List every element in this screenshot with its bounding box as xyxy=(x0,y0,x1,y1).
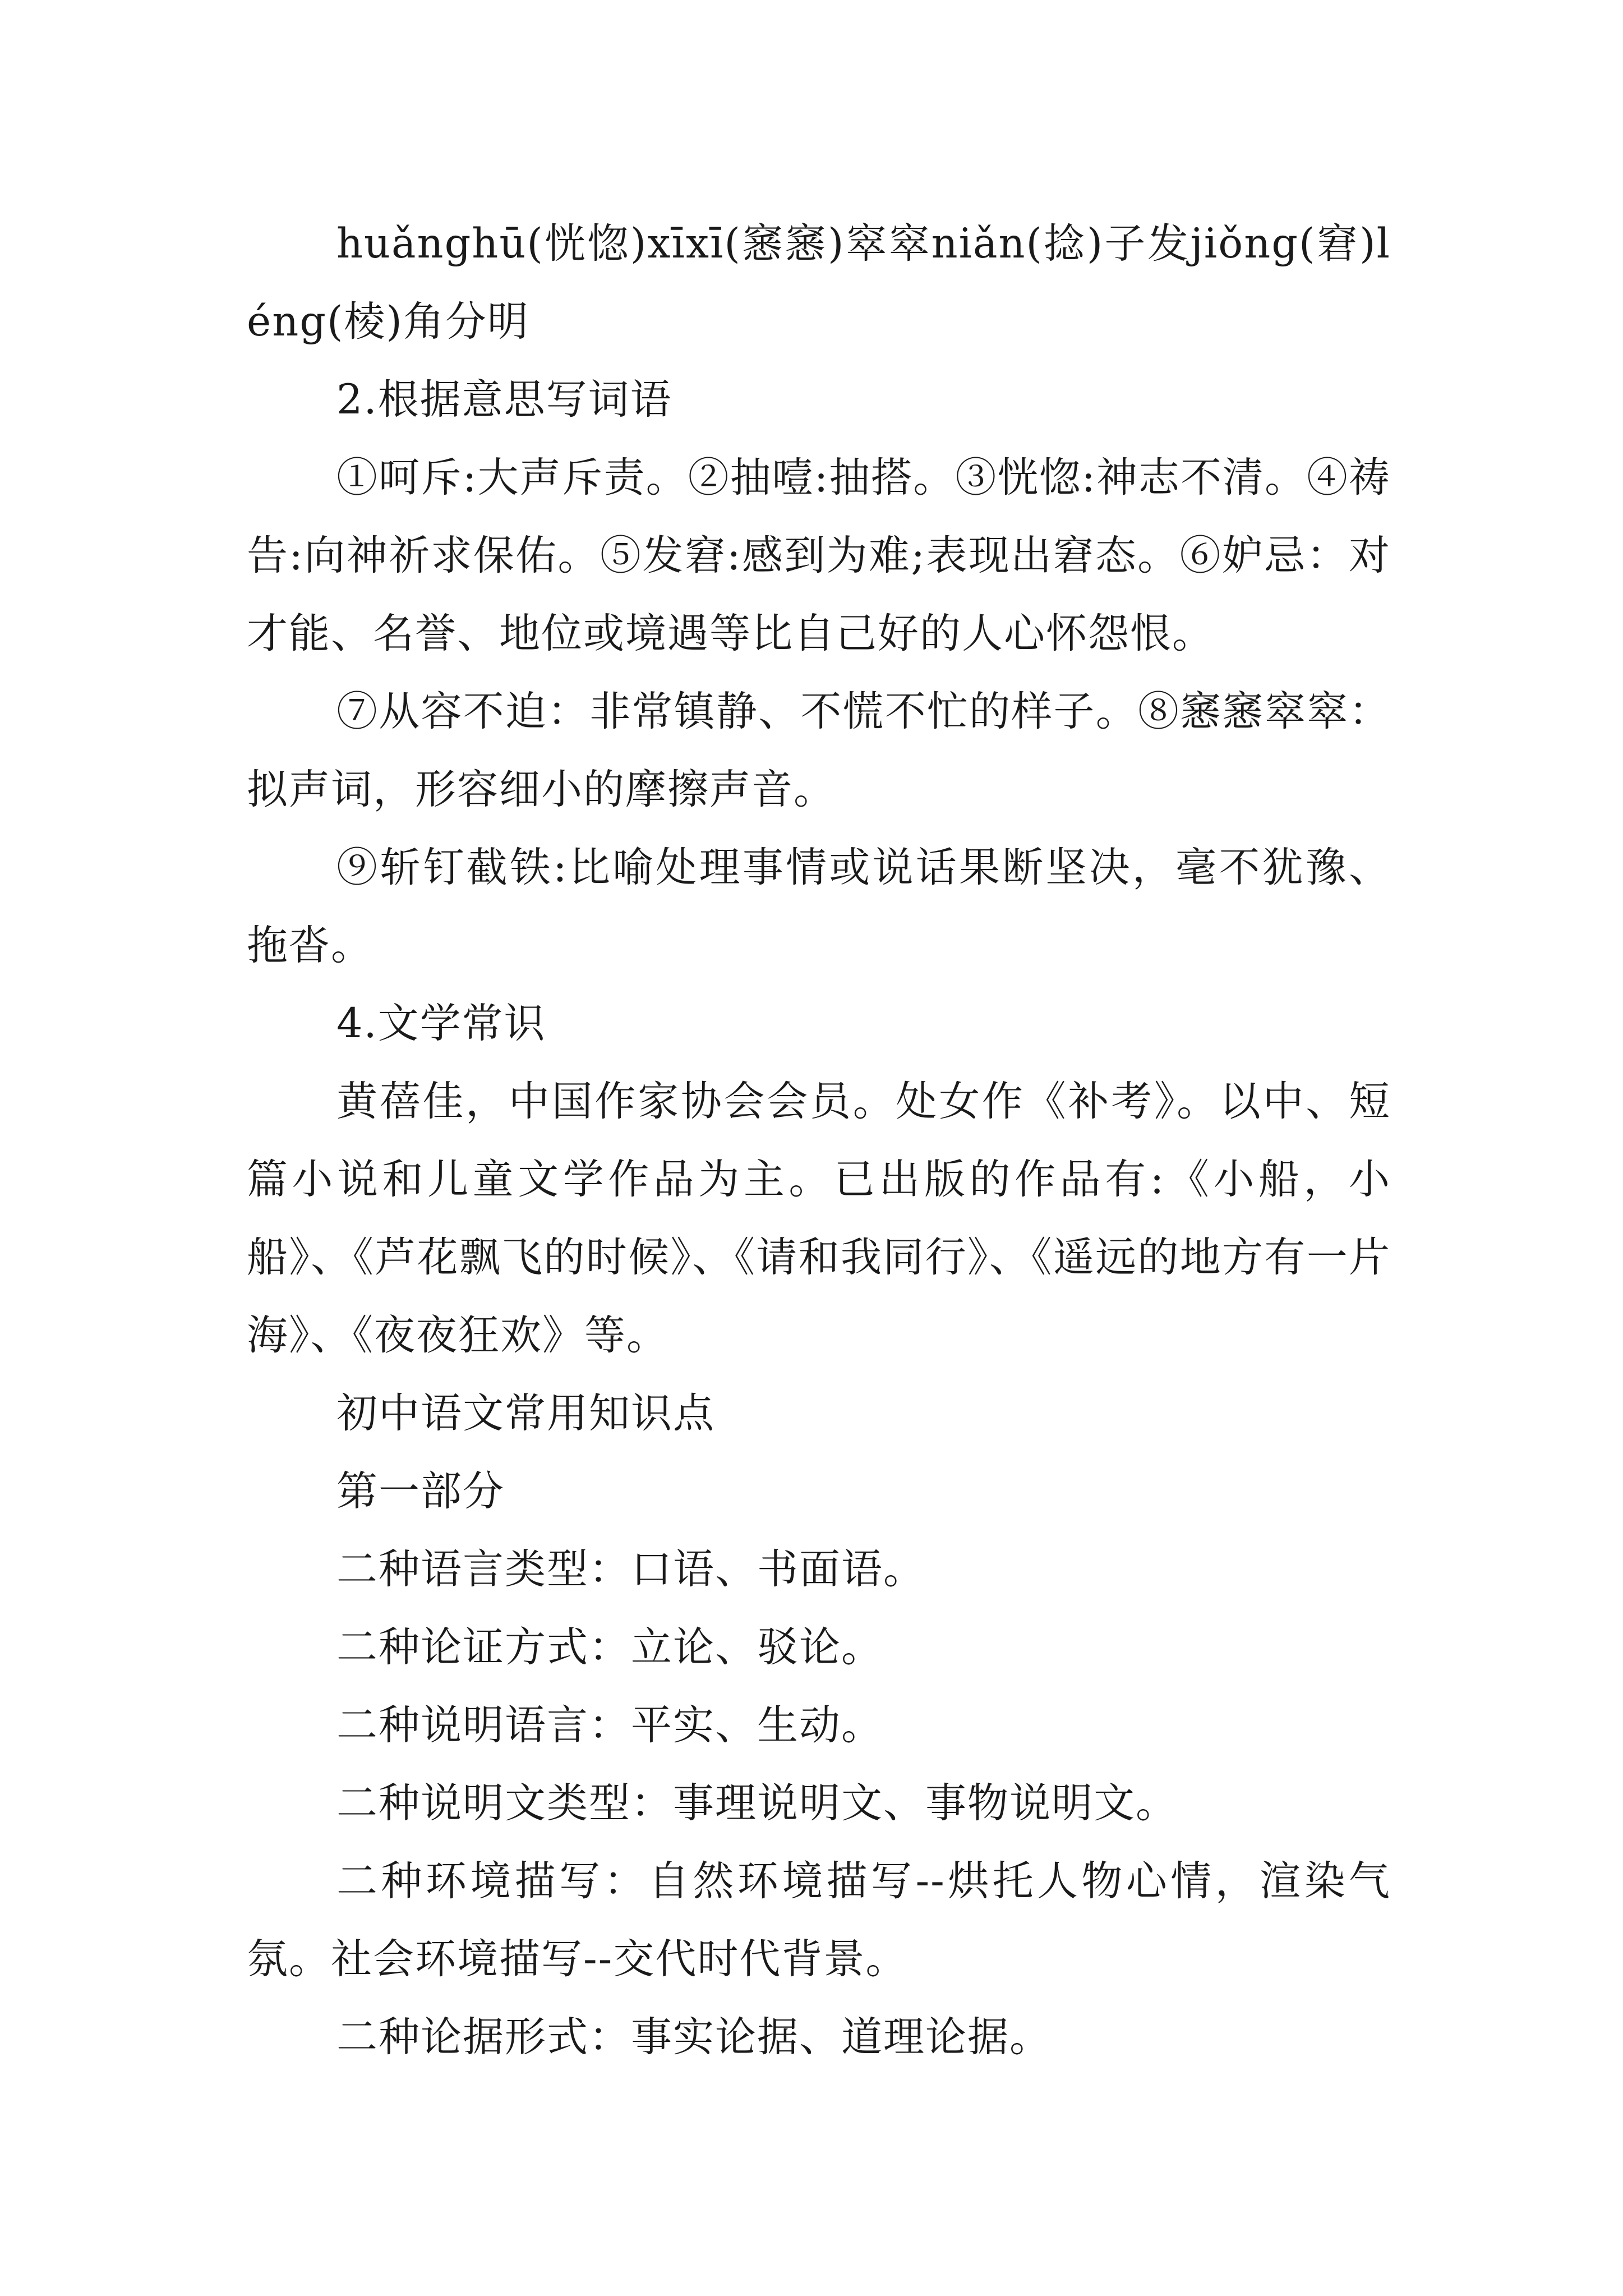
paragraph-heading-literature: 4.文学常识 xyxy=(336,1000,546,1047)
paragraph-definitions-1: ①呵斥:大声斥责。②抽噎:抽搭。③恍惚:神志不清。④祷告:向神祈求保佑。⑤发窘:感到为难;表现出窘态。⑥妒忌：对才能、名誉、地位或境遇等比自己好的人心怀怨恨。 xyxy=(247,454,1391,657)
paragraph-expository-language: 二种说明语言：平实、生动。 xyxy=(336,1701,883,1749)
paragraph-pinyin: huǎnghū(恍惚)xīxī(窸窸)窣窣niǎn(捻)子发jiǒng(窘)léng(棱)角分明 xyxy=(247,220,1391,346)
paragraph-knowledge-title: 初中语文常用知识点 xyxy=(336,1389,715,1437)
paragraph-expository-types: 二种说明文类型：事理说明文、事物说明文。 xyxy=(336,1779,1178,1827)
paragraph-definitions-3: ⑨斩钉截铁:比喻处理事情或说话果断坚决，毫不犹豫、拖沓。 xyxy=(247,844,1391,969)
paragraph-language-types: 二种语言类型：口语、书面语。 xyxy=(336,1545,925,1593)
paragraph-part-one: 第一部分 xyxy=(336,1467,505,1515)
paragraph-definitions-2: ⑦从容不迫：非常镇静、不慌不忙的样子。⑧窸窸窣窣：拟声词，形容细小的摩擦声音。 xyxy=(247,688,1391,813)
document-body xyxy=(247,205,1391,2076)
paragraph-argument-methods: 二种论证方式：立论、驳论。 xyxy=(336,1623,883,1671)
paragraph-environment: 二种环境描写：自然环境描写--烘托人物心情，渲染气氛。社会环境描写--交代时代背景。 xyxy=(247,1857,1391,1983)
paragraph-heading-words: 2.根据意思写词语 xyxy=(336,376,672,424)
paragraph-evidence: 二种论据形式：事实论据、道理论据。 xyxy=(336,2013,1052,2061)
paragraph-author: 黄蓓佳，中国作家协会会员。处女作《补考》。以中、短篇小说和儿童文学作品为主。已出版的作品有:《小船，小船》、《芦花飘飞的时候》、《请和我同行》、《遥远的地方有一片海》、《夜夜狂欢》等。 xyxy=(247,1078,1391,1359)
